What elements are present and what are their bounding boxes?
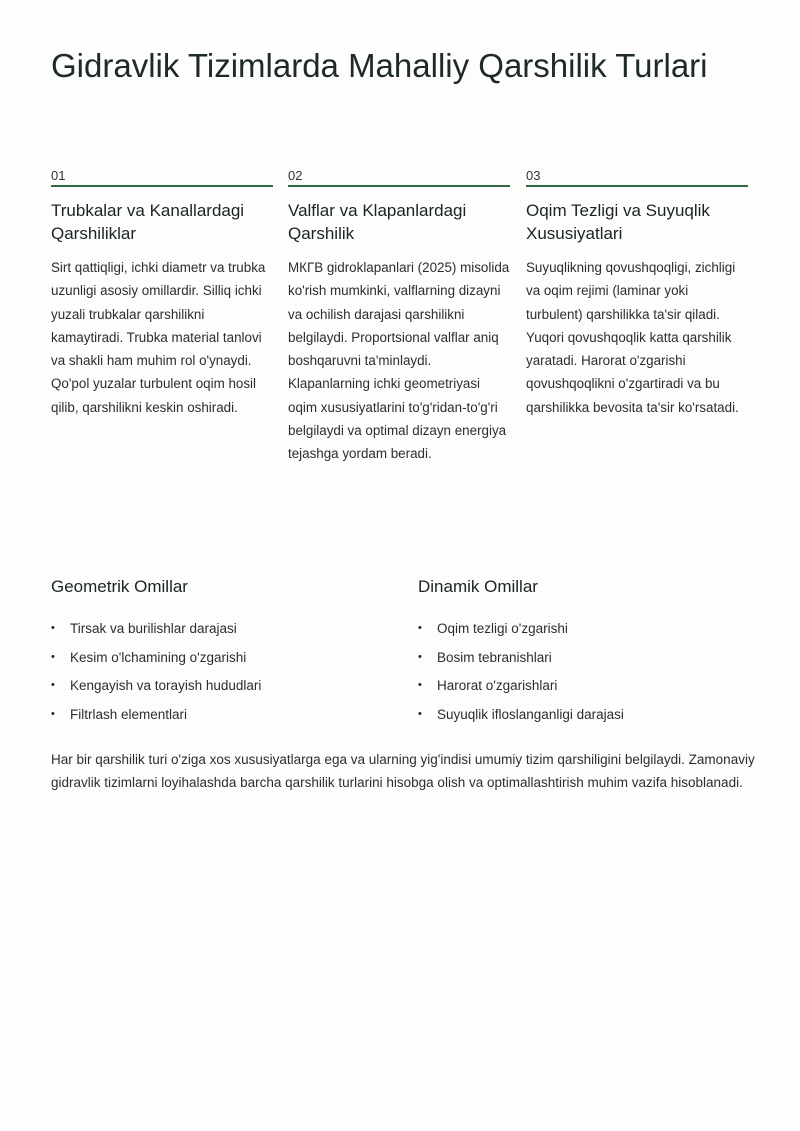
list-item-text: Filtrlash elementlari [70, 706, 188, 722]
geometric-list [51, 615, 371, 729]
bullet-icon: • [51, 679, 55, 691]
section-number: 01 [51, 168, 273, 187]
list-item [51, 672, 371, 701]
section-heading: Oqim Tezligi va Suyuqlik Xususiyatlari [526, 201, 710, 243]
geometric-factors [51, 576, 371, 729]
dynamic-list [418, 615, 738, 729]
dynamic-factors [418, 576, 738, 729]
bullet-icon: • [51, 622, 55, 634]
bullet-icon: • [418, 622, 422, 634]
section-flow [526, 168, 748, 419]
list-item [418, 615, 738, 644]
page-title: Gidravlik Tizimlarda Mahalliy Qarshilik Turlari [51, 47, 708, 84]
bullet-icon: • [51, 650, 55, 663]
section-text: МКГВ gidroklapanlari (2025) misolida ko'rish mumkinki, valflarning dizayni va ochilish darajasi qarshilikni belgilaydi. Proportsional valflar aniq boshqaruvni ta'minlaydi. Klapanlarning ichki geometriyasi oqim xususiyatlarini to'g'ridan-to'g'ri belgilaydi va optimal dizayn energiya tejashga yordam beradi. [288, 260, 510, 462]
bullet-icon: • [51, 707, 55, 720]
list-item [418, 701, 738, 730]
section-heading: Valflar va Klapanlardagi Qarshilik [288, 201, 467, 243]
dynamic-heading: Dinamik Omillar [418, 577, 538, 596]
section-valves [288, 168, 510, 466]
list-item-text: Oqim tezligi o'zgarishi [437, 621, 568, 636]
list-item-text: Kengayish va torayish hududlari [70, 678, 262, 693]
summary-paragraph: Har bir qarshilik turi o'ziga xos xususiyatlarga ega va ularning yig'indisi umumiy tizim qarshiligini belgilaydi. Zamonaviy gidravlik tizimlarni loyihalashda barcha qarshilik turlarini hisobga olish va optimallashtirish muhim vazifa hisoblanadi. [51, 752, 755, 790]
geometric-heading: Geometrik Omillar [51, 577, 188, 596]
list-item-text: Bosim tebranishlari [437, 649, 552, 665]
bullet-icon: • [418, 679, 422, 691]
list-item [418, 644, 738, 673]
list-item [51, 644, 371, 673]
bullet-icon: • [418, 707, 422, 720]
section-text: Sirt qattiqligi, ichki diametr va trubka uzunligi asosiy omillardir. Silliq ichki yuzali trubkalar qarshilikni kamaytiradi. Trubka material tanlovi va shakli ham muhim rol o'ynaydi. Qo'pol yuzalar turbulent oqim hosil qilib, qarshilikni keskin oshiradi. [51, 260, 266, 415]
list-item [418, 672, 738, 701]
list-item-text: Tirsak va burilishlar darajasi [70, 621, 237, 636]
list-item [51, 701, 371, 730]
list-item-text: Suyuqlik ifloslanganligi darajasi [437, 706, 624, 722]
section-pipes [51, 168, 273, 419]
list-item-text: Kesim o'lchamining o'zgarishi [70, 649, 247, 665]
list-item-text: Harorat o'zgarishlari [437, 678, 558, 693]
section-number: 03 [526, 168, 748, 187]
bullet-icon: • [418, 650, 422, 663]
section-number: 02 [288, 168, 510, 187]
section-text: Suyuqlikning qovushqoqligi, zichligi va oqim rejimi (laminar yoki turbulent) qarshilikka ta'sir qiladi. Yuqori qovushqoqlik katta qarshilik yaratadi. Harorat o'zgarishi qovushqoqlikni o'zgartiradi va bu qarshilikka bevosita ta'sir ko'rsatadi. [526, 260, 739, 415]
section-heading: Trubkalar va Kanallardagi Qarshiliklar [51, 201, 245, 243]
list-item [51, 615, 371, 644]
